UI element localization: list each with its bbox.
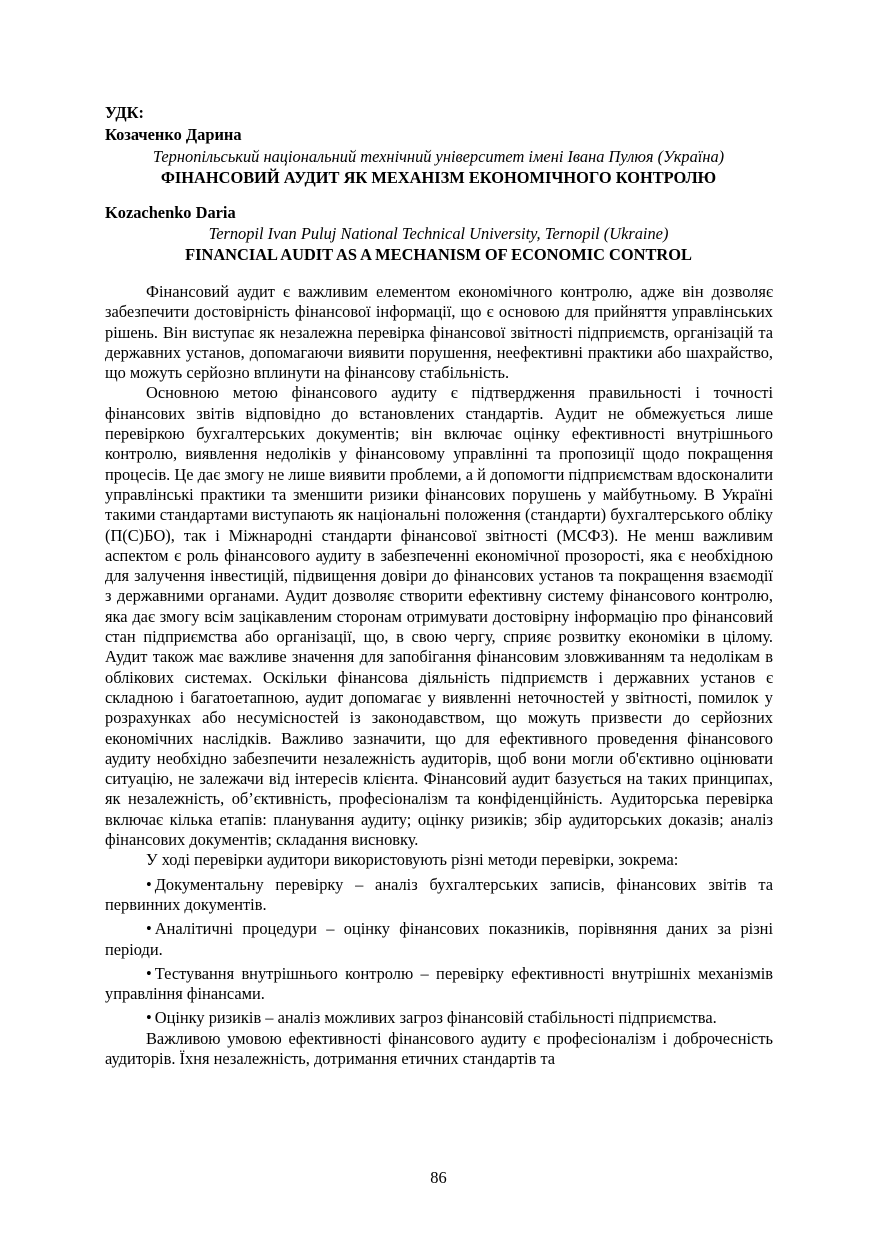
bullet-icon: • <box>146 963 152 983</box>
paragraph-4: Важливою умовою ефективності фінансового аудиту є професіоналізм і доброчесність аудиторів. Їхня незалежність, дотримання етичних стандартів та <box>105 1028 773 1068</box>
paragraph-3: У ході перевірки аудитори використовують різні методи перевірки, зокрема: <box>146 850 679 870</box>
list-item <box>105 964 773 1005</box>
paragraph-2: Основною метою фінансового аудиту є підтвердження правильності і точності фінансових звітів відповідно до встановлених стандартів. Аудит не обмежується лише перевіркою бухгалтерських документів; він включає оцінку ефективності внутрішнього контролю, виявлення недоліків у фінансовому управлінні та пропозиції щодо покращення процесів. Це дає змогу не лише виявити проблеми, а й допомогти підприємствам вдосконалити управлінські практики та зменшити ризики фінансових порушень у майбутньому. В Україні такими стандартами виступають як національні положення (стандарти) бухгалтерського обліку (П(С)БО), так і Міжнародні стандарти фінансової звітності (МСФЗ). Не менш важливим аспектом є роль фінансового аудиту в забезпеченні економічної прозорості, яка є необхідною для залучення інвестицій, підвищення довіри до фінансових установ та покращення взаємодії з державними органами. Аудит дозволяє створити ефективну систему фінансового контролю, яка дає змогу всім зацікавленим сторонам отримувати достовірну інформацію про фінансовий стан підприємства або організації, що, в свою чергу, сприяє розвитку економіки в цілому. Аудит також має важливе значення для запобігання фінансовим зловживанням та недолікам в облікових системах. Оскільки фінансова діяльність підприємств і державних установ є складною і багатоетапною, аудит допомагає у виявленні неточностей у звітності, помилок у розрахунках або несумісностей із законодавством, що можуть призвести до серйозних економічних наслідків. Важливо зазначити, що для ефективного проведення фінансового аудиту необхідно забезпечити незалежність аудиторів, щоб вони могли об'єктивно оцінювати ситуацію, не залежачи від інтересів клієнта. Фінансовий аудит базується на таких принципах, як незалежність, об’єктивність, професіоналізм та конфіденційність. Аудиторська перевірка включає кілька етапів: планування аудиту; оцінку ризиків; збір аудиторських доказів; аналіз фінансових документів; складання висновку. <box>105 383 773 850</box>
title-uk: ФІНАНСОВИЙ АУДИТ ЯК МЕХАНІЗМ ЕКОНОМІЧНОГО КОНТРОЛЮ <box>160 168 717 187</box>
list-item <box>105 875 773 916</box>
title-en: FINANCIAL AUDIT AS A MECHANISM OF ECONOMIC CONTROL <box>185 245 692 264</box>
list-item <box>105 1008 773 1028</box>
list-item-text: Аналітичні процедури – оцінку фінансових показників, порівняння даних за різні періоди. <box>105 919 773 959</box>
list-item-text: Оцінку ризиків – аналіз можливих загроз фінансовій стабільності підприємства. <box>154 1008 717 1028</box>
affiliation-uk: Тернопільський національний технічний університет імені Івана Пулюя (Україна) <box>152 147 725 166</box>
paragraph-1: Фінансовий аудит є важливим елементом економічного контролю, адже він дозволяє забезпечити достовірність фінансової інформації, що є основою для прийняття управлінських рішень. Він виступає як незалежна перевірка фінансової звітності підприємств, організацій та державних установ, допомагаючи виявити порушення, неефективні практики або шахрайство, що можуть серйозно вплинути на фінансову стабільність. <box>105 282 773 383</box>
author-en: Kozachenko Daria <box>105 203 236 222</box>
bullet-icon: • <box>146 1008 152 1028</box>
page-number: 86 <box>430 1168 447 1187</box>
author-uk: Козаченко Дарина <box>105 125 242 144</box>
list-item <box>105 919 773 960</box>
list-item-text: Документальну перевірку – аналіз бухгалтерських записів, фінансових звітів та первинних документів. <box>105 874 773 914</box>
bullet-icon: • <box>146 874 152 894</box>
bullet-icon: • <box>146 919 152 939</box>
affiliation-en: Ternopil Ivan Puluj National Technical University, Ternopil (Ukraine) <box>208 224 669 243</box>
article-body <box>105 282 773 1069</box>
udk-label: УДК: <box>105 103 144 122</box>
list-item-text: Тестування внутрішнього контролю – перевірку ефективності внутрішніх механізмів управління фінансами. <box>105 963 773 1004</box>
